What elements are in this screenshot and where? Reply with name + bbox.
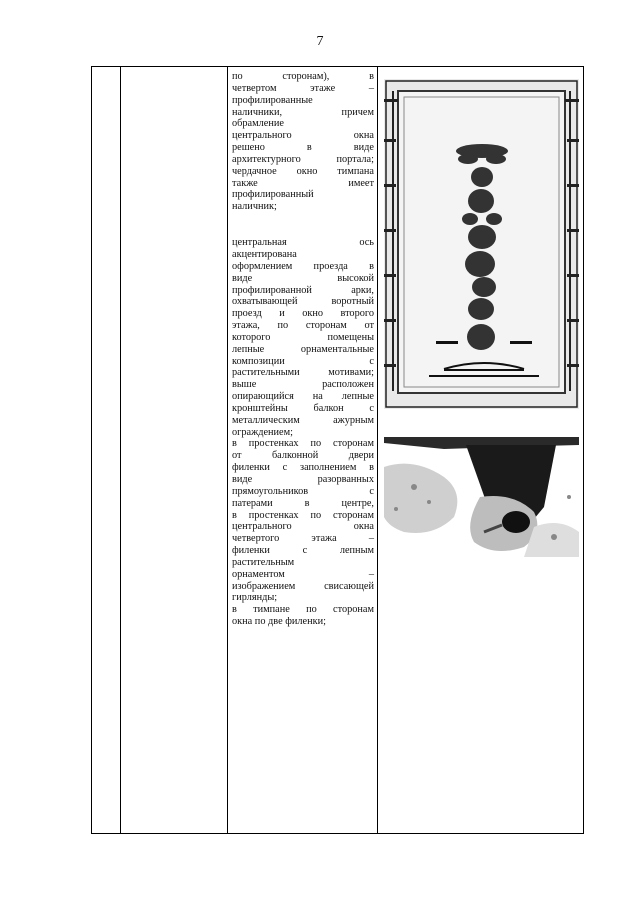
description-line: архитектурного портала; — [232, 153, 374, 165]
description-line: по сторонам), в — [232, 71, 374, 82]
description-line: акцентирована — [232, 248, 297, 260]
description-line: опирающийся на лепные — [232, 391, 374, 403]
description-line: орнаментом – — [232, 568, 374, 580]
description-line: профилированный — [232, 189, 314, 201]
description-line: охватывающей воротный — [232, 296, 374, 308]
description-line: профилированной арки, — [232, 284, 374, 296]
description-line: в простенках по сторонам — [232, 509, 374, 521]
description-line: наличники, причем — [232, 106, 374, 118]
description-block-a — [232, 71, 374, 213]
description-line: от балконной двери — [232, 450, 374, 462]
description-line: растительным — [232, 556, 295, 568]
description-line: четвертого этажа – — [232, 533, 374, 545]
description-line: виде разорванных — [232, 474, 374, 485]
description-line: изображением свисающей — [232, 580, 374, 592]
description-line: проезд и окно второго — [232, 308, 374, 320]
description-line: центральная ось — [232, 237, 374, 249]
balcony-bracket-photo — [384, 437, 579, 557]
description-line: наличник; — [232, 201, 277, 213]
facade-stucco-photo — [384, 79, 579, 409]
description-line: которого помещены — [232, 331, 374, 343]
column-divider-3 — [377, 67, 378, 833]
description-line: филенки с лепным — [232, 545, 374, 557]
description-line: патерами в центре, — [232, 497, 374, 509]
description-line: центрального окна — [232, 130, 374, 142]
description-line: оформлением проезда в — [232, 260, 374, 272]
description-line: также имеет — [232, 177, 374, 189]
description-line: в тимпане по сторонам — [232, 604, 374, 616]
description-line: центрального окна — [232, 521, 374, 533]
description-line: решено в виде — [232, 142, 374, 154]
description-line: металлическим ажурным — [232, 414, 374, 426]
description-line: профилированные — [232, 94, 313, 106]
description-line: выше расположен — [232, 379, 374, 391]
page-number: 7 — [316, 34, 324, 49]
description-line: прямоугольников с — [232, 485, 374, 497]
description-line: гирлянды; — [232, 592, 278, 604]
description-line: виде высокой — [232, 272, 374, 284]
description-block-b — [232, 237, 374, 628]
column-divider-2 — [227, 67, 228, 833]
description-line: растительными мотивами; — [232, 367, 374, 379]
description-line: обрамление — [232, 118, 284, 130]
description-line: окна по две филенки; — [232, 616, 326, 628]
description-line: композиции с — [232, 355, 374, 367]
description-line: филенки с заполнением в — [232, 462, 374, 474]
description-line: ограждением; — [232, 426, 293, 438]
description-line: кронштейны балкон с — [232, 402, 374, 414]
paragraph-gap — [232, 213, 374, 237]
description-cell — [232, 71, 374, 628]
column-divider-1 — [120, 67, 121, 833]
description-line: этажа, по сторонам от — [232, 320, 374, 332]
description-line: в простенках по сторонам — [232, 438, 374, 450]
document-table — [91, 66, 584, 834]
description-line: лепные орнаментальные — [232, 343, 374, 355]
description-line: чердачное окно тимпана — [232, 165, 374, 177]
description-line: четвертом этаже – — [232, 82, 374, 94]
